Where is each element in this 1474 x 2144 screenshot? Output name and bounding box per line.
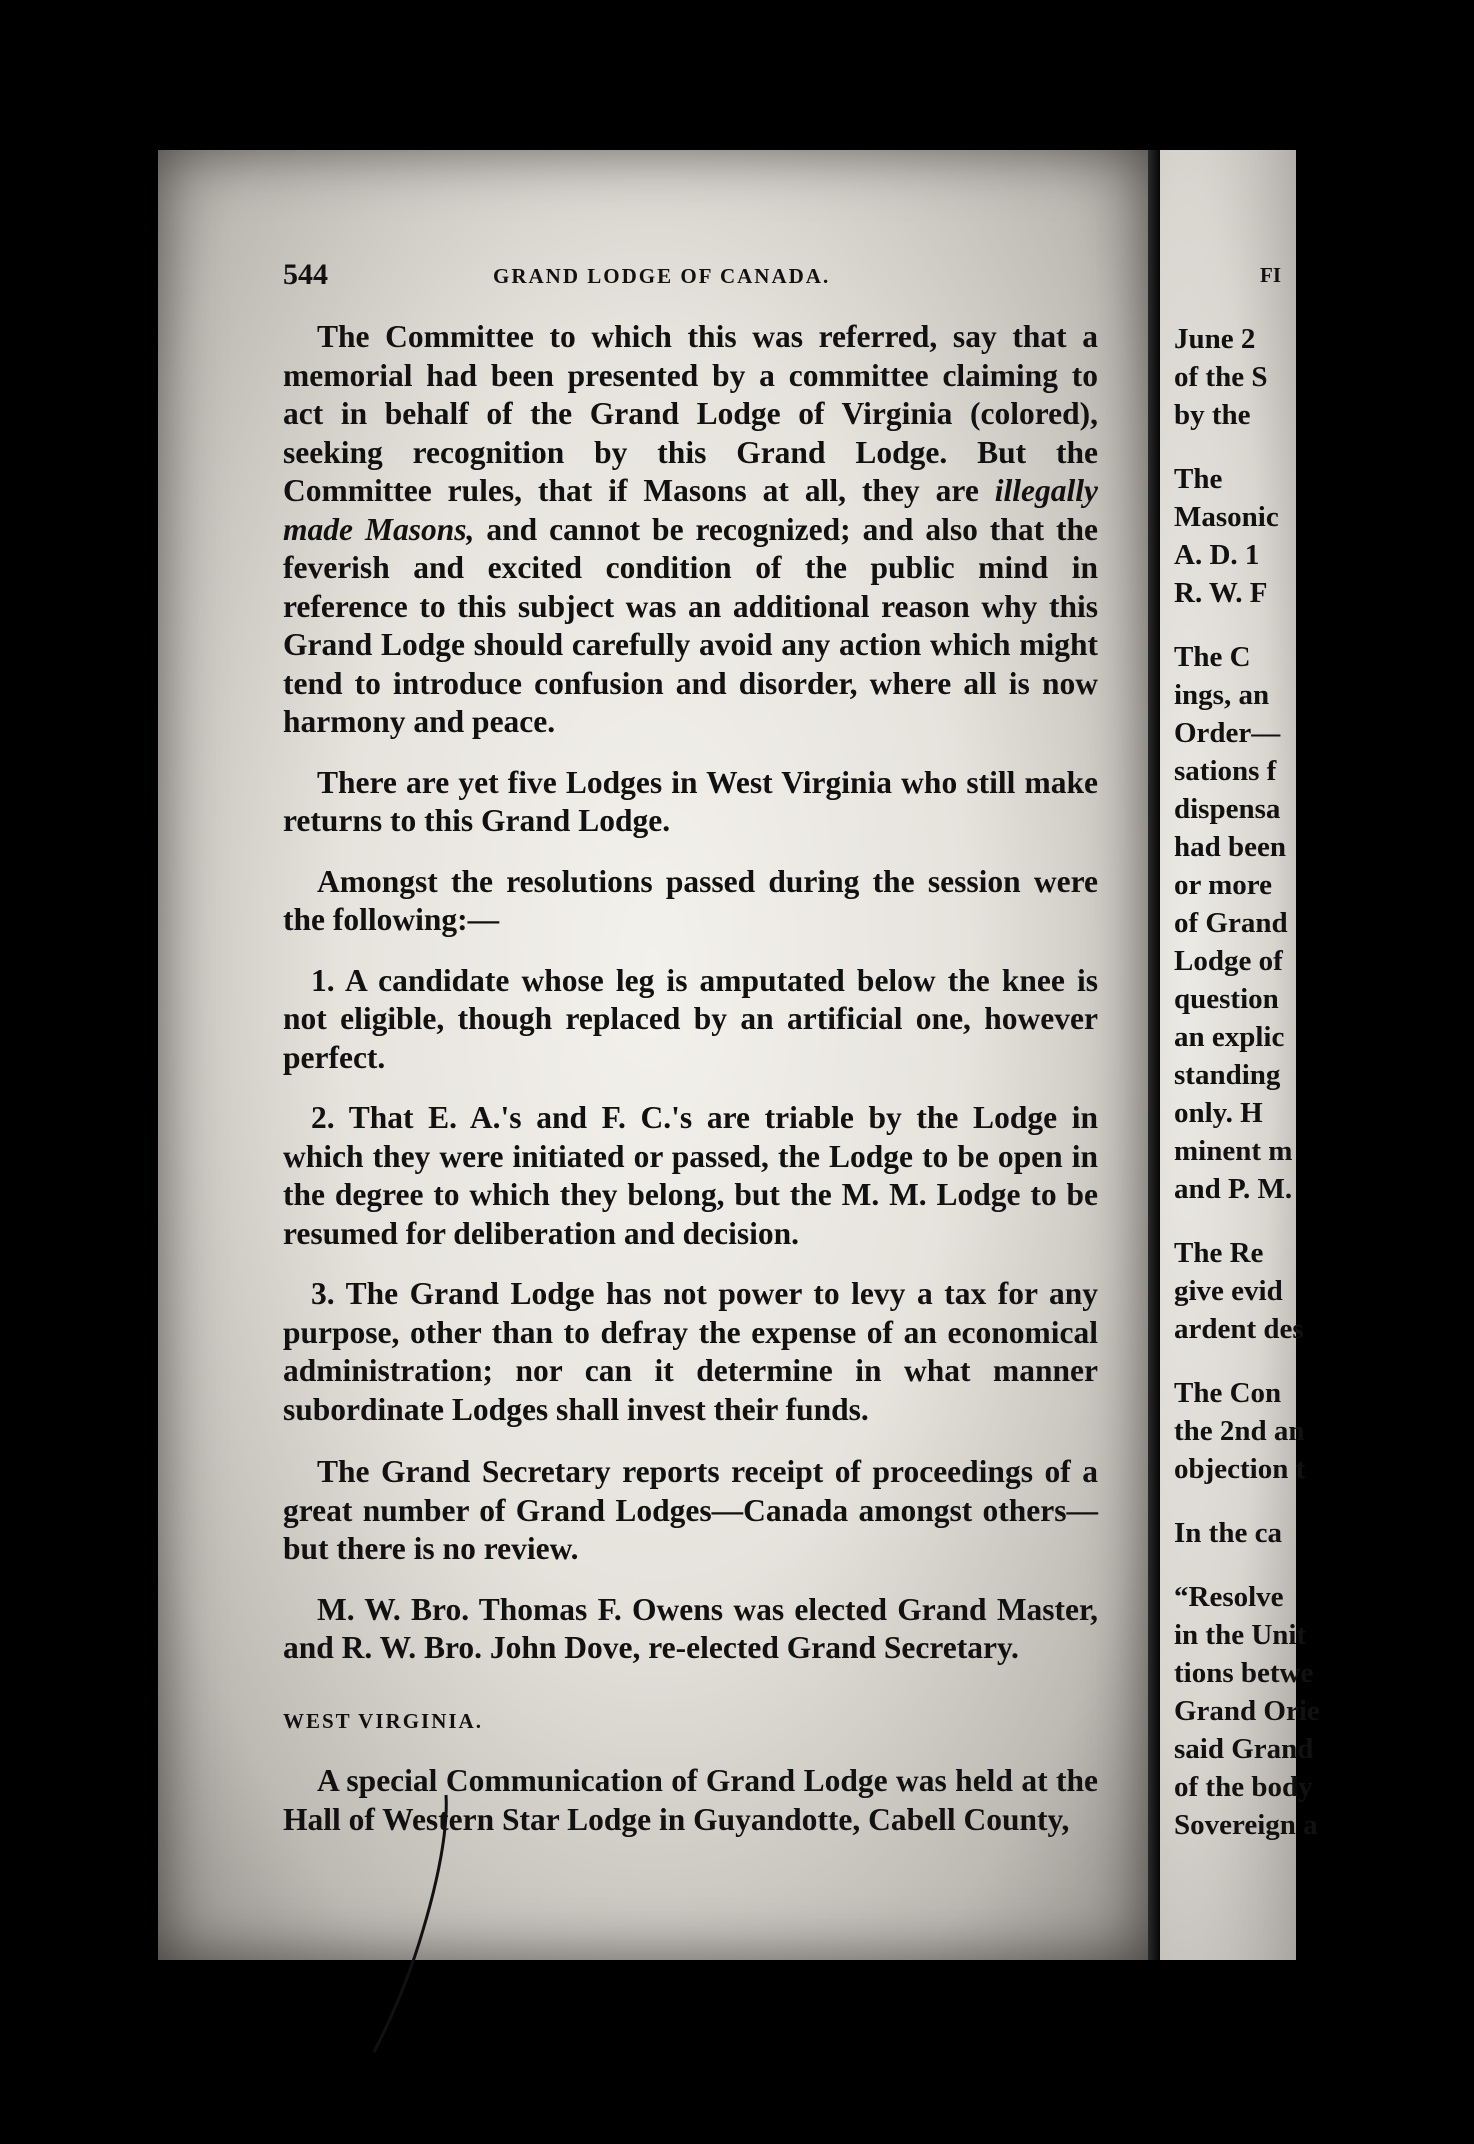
adjacent-line: Sovereign a bbox=[1174, 1809, 1318, 1841]
resolution-1: 1. A candidate whose leg is amputated below the knee is not eligible, though replaced by an artificial one, however perfect. bbox=[283, 962, 1098, 1075]
adjacent-line: the 2nd an bbox=[1174, 1415, 1305, 1447]
adjacent-line: The Re bbox=[1174, 1237, 1264, 1269]
adjacent-line: “Resolve bbox=[1174, 1581, 1284, 1613]
adjacent-line: minent m bbox=[1174, 1135, 1293, 1167]
adjacent-line: A. D. 1 bbox=[1174, 539, 1260, 571]
paragraph-committee-italic: illegally made Masons, bbox=[283, 473, 1098, 547]
paragraph-resolutions-intro: Amongst the resolutions passed during the session were the following:— bbox=[283, 863, 1098, 937]
adjacent-line: of the S bbox=[1174, 361, 1268, 393]
section-heading: WEST VIRGINIA. bbox=[283, 1708, 483, 1733]
adjacent-line: The Con bbox=[1174, 1377, 1282, 1409]
paragraph-committee bbox=[283, 318, 1098, 742]
adjacent-line: R. W. F bbox=[1174, 577, 1268, 609]
resolution-3: 3. The Grand Lodge has not power to levy a tax for any purpose, other than to defray the expense of an economical administration; nor can it determine in what manner subordinate Lodges shall invest their funds. bbox=[283, 1276, 1098, 1427]
adjacent-page bbox=[1160, 150, 1320, 1960]
adjacent-line-gap bbox=[1174, 434, 1474, 460]
adjacent-line-gap bbox=[1174, 612, 1474, 638]
adjacent-line-gap bbox=[1174, 1348, 1474, 1374]
adjacent-running-head: FI bbox=[1260, 263, 1281, 287]
adjacent-line: of the body bbox=[1174, 1771, 1313, 1803]
paragraph-election: M. W. Bro. Thomas F. Owens was elected Grand Master, and R. W. Bro. John Dove, re-elected Grand Secretary. bbox=[283, 1591, 1098, 1665]
adjacent-line-gap bbox=[1174, 1208, 1474, 1234]
adjacent-line: objection t bbox=[1174, 1453, 1306, 1485]
adjacent-line: sations f bbox=[1174, 755, 1277, 787]
scanned-page bbox=[158, 150, 1148, 1960]
adjacent-line: In the ca bbox=[1174, 1517, 1282, 1549]
adjacent-line: of Grand bbox=[1174, 907, 1288, 939]
resolution-2: 2. That E. A.'s and F. C.'s are triable by the Lodge in which they were initiated or passed, the Lodge to be open in the degree to which they belong, but the M. M. Lodge to be resumed for deliberation and decision. bbox=[283, 1100, 1098, 1251]
adjacent-line: and P. M. bbox=[1174, 1173, 1293, 1205]
paragraph-grand-secretary: The Grand Secretary reports receipt of proceedings of a great number of Grand Lodges—Canada amongst others—but there is no review. bbox=[283, 1454, 1098, 1566]
running-title: GRAND LODGE OF CANADA. bbox=[493, 264, 831, 288]
adjacent-line: Lodge of bbox=[1174, 945, 1283, 977]
adjacent-line: dispensa bbox=[1174, 793, 1281, 825]
adjacent-line: Grand Orie bbox=[1174, 1695, 1320, 1727]
adjacent-line: June 2 bbox=[1174, 323, 1256, 355]
paragraph-committee-part1: The Committee to which this was referred, say that a memorial had been presented by a committee claiming to act in behalf of the Grand Lodge of Virginia (colored), seeking recognition by this Grand Lodge. But the Committee rules, that if Masons at all, they are bbox=[283, 319, 1098, 508]
adjacent-line: said Grand bbox=[1174, 1733, 1314, 1765]
paragraph-lodges: There are yet five Lodges in West Virginia who still make returns to this Grand Lodge. bbox=[283, 764, 1098, 838]
adjacent-line: Masonic bbox=[1174, 501, 1279, 533]
adjacent-line: had been bbox=[1174, 831, 1287, 863]
body-text bbox=[283, 318, 1098, 1839]
adjacent-line: give evid bbox=[1174, 1275, 1283, 1307]
book-gutter bbox=[1148, 150, 1160, 1960]
adjacent-line: in the Unit bbox=[1174, 1619, 1307, 1651]
running-head bbox=[283, 258, 1043, 308]
adjacent-line-gap bbox=[1174, 1488, 1474, 1514]
paragraph-special-communication: A special Communication of Grand Lodge was held at the Hall of Western Star Lodge in Guyandotte, Cabell County, bbox=[283, 1763, 1098, 1837]
adjacent-line-gap bbox=[1174, 1552, 1474, 1578]
adjacent-page-text bbox=[1174, 320, 1474, 1844]
adjacent-line: ardent des bbox=[1174, 1313, 1304, 1345]
adjacent-line: question bbox=[1174, 983, 1279, 1015]
adjacent-line: The C bbox=[1174, 641, 1251, 673]
adjacent-line: standing bbox=[1174, 1059, 1281, 1091]
adjacent-line: only. H bbox=[1174, 1097, 1263, 1129]
adjacent-line: The bbox=[1174, 463, 1223, 495]
adjacent-line: by the bbox=[1174, 399, 1251, 431]
adjacent-line: an explic bbox=[1174, 1021, 1285, 1053]
adjacent-line: or more bbox=[1174, 869, 1272, 901]
page-number: 544 bbox=[283, 258, 328, 291]
adjacent-line: tions betwe bbox=[1174, 1657, 1314, 1689]
adjacent-line: ings, an bbox=[1174, 679, 1270, 711]
paragraph-committee-part2: and cannot be recognized; and also that the feverish and excited condition of the public mind in reference to this subject was an additional reason why this Grand Lodge should carefully avoid any action which might tend to introduce confusion and disorder, where all is now harmony and peace. bbox=[283, 511, 1099, 739]
adjacent-line: Order— bbox=[1174, 717, 1281, 749]
pen-stroke-mark bbox=[368, 1790, 458, 2060]
